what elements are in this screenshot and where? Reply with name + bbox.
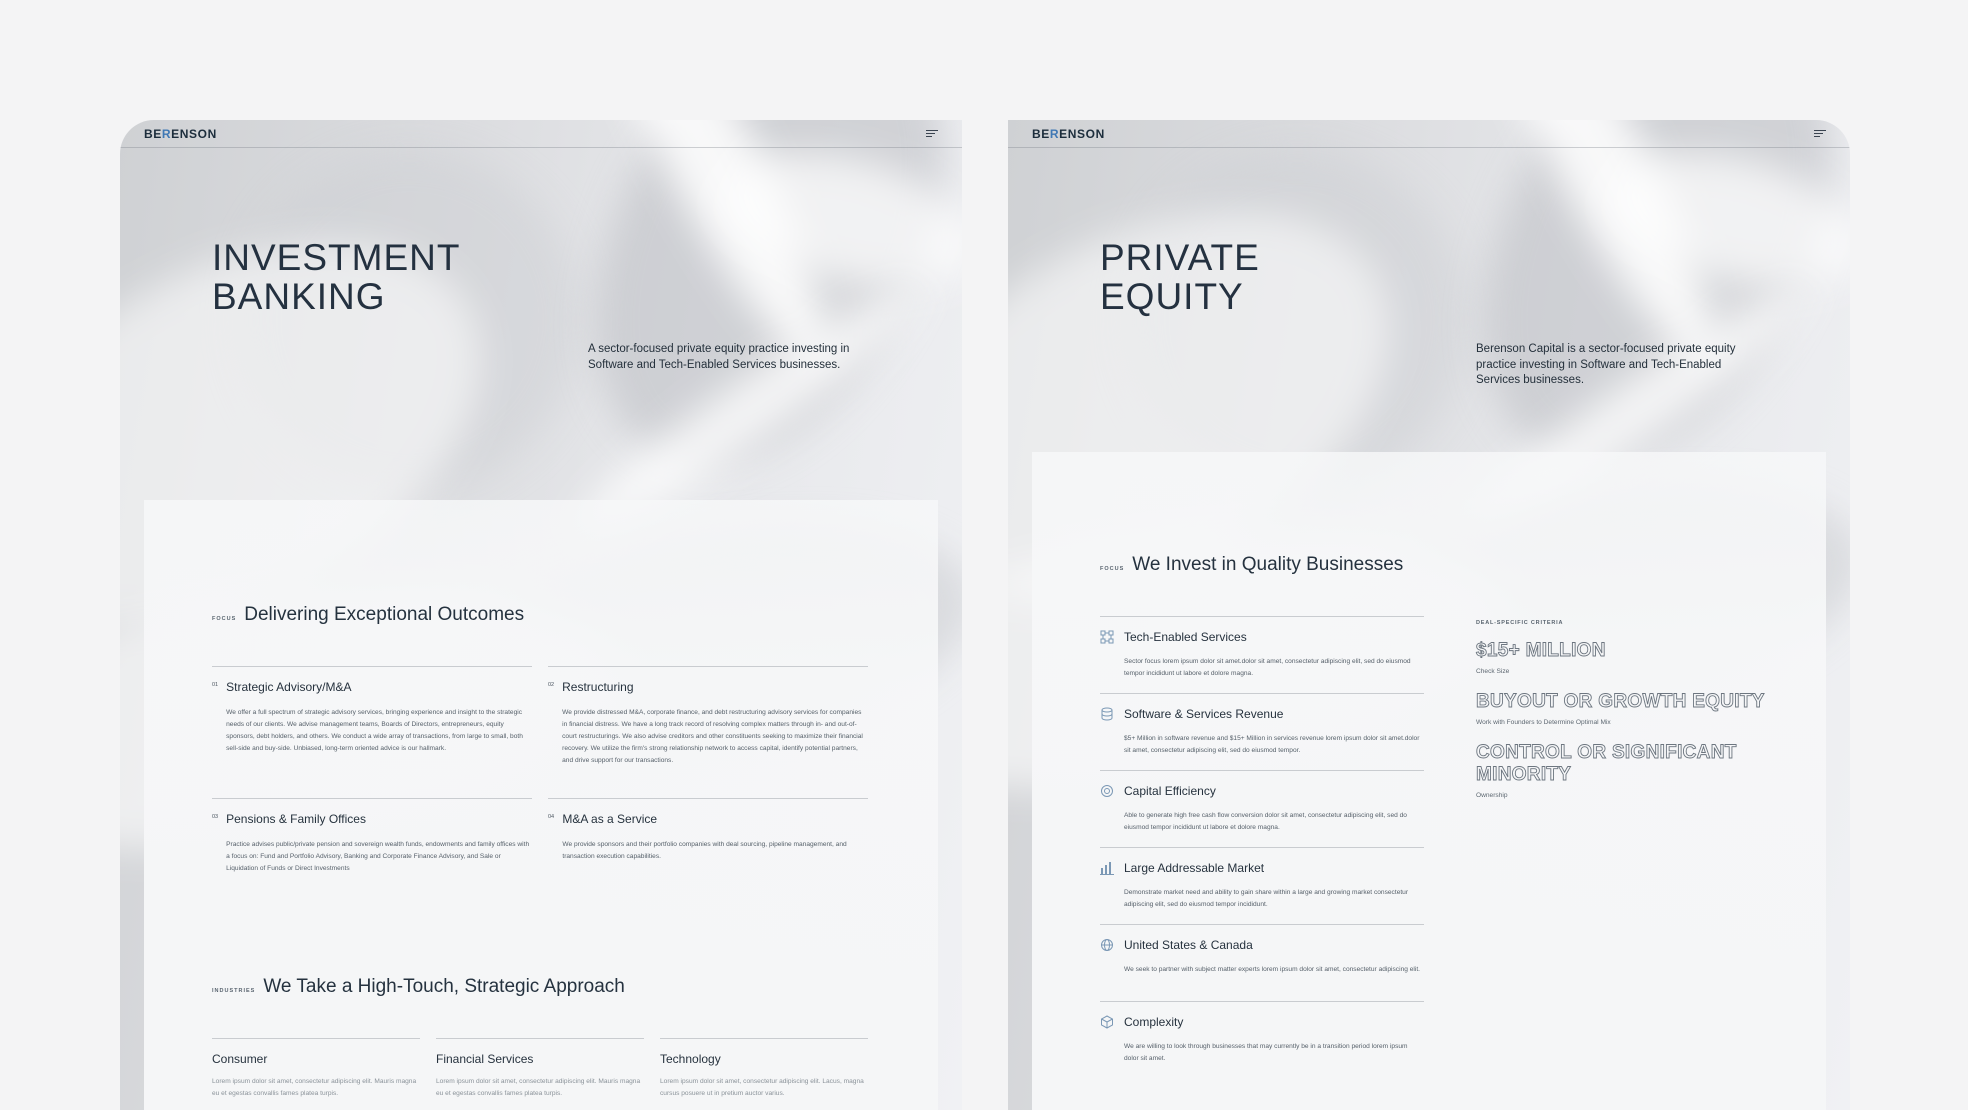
criteria-item[interactable] xyxy=(1100,847,1424,924)
industry-description: Lorem ipsum dolor sit amet, consectetur adipiscing elit. Mauris magna eu et egestas convallis fames platea turpis. xyxy=(436,1078,641,1097)
service-name: M&A as a Service xyxy=(562,812,658,826)
metric-label: Check Size xyxy=(1476,668,1510,675)
criteria-item[interactable] xyxy=(1100,924,1424,1001)
menu-icon[interactable] xyxy=(926,130,938,138)
globe-icon xyxy=(1100,938,1114,952)
database-icon xyxy=(1100,707,1114,721)
industry-description: Lorem ipsum dolor sit amet, consectetur adipiscing elit. Mauris magna eu et egestas convallis fames platea turpis. xyxy=(212,1078,417,1097)
private-equity-panel xyxy=(1008,120,1850,1110)
industry-item[interactable] xyxy=(212,1038,420,1100)
service-description: We offer a full spectrum of strategic advisory services, bringing experience and insight to the strategic needs of our clients. We advise management teams, Boards of Directors, entrepreneurs, equity sponsors, debt holders, and others. We conduct a wide array of transactions, from large to small, both sell-side and buy-side. Unbiased, long-term oriented advice is our hallmark. xyxy=(226,709,523,752)
service-description: We provide distressed M&A, corporate finance, and debt restructuring advisory services for companies in financial distress. We have a long track record of resolving complex matters through in- and out-of-court restructurings. We also advise creditors and other constituents seeking to maximize their financial recovery. We utilize the firm's strong relationship network to access capital, identify potential partners, and drive support for our transactions. xyxy=(562,709,863,764)
criteria-description: $5+ Million in software revenue and $15+ Million in services revenue lorem ipsum dolor sit amet.dolor sit amet, consectetur adipiscing elit, sed do eiusmod tempor. xyxy=(1124,735,1420,754)
criteria-description: We are willing to look through businesses that may currently be in a transition period lorem ipsum dolor sit amet. xyxy=(1124,1043,1408,1062)
top-nav xyxy=(120,120,962,148)
criteria-name: Tech-Enabled Services xyxy=(1124,630,1247,644)
section-title: We Invest in Quality Businesses xyxy=(1132,554,1404,575)
deal-metric xyxy=(1476,640,1776,675)
section-eyebrow: FOCUS xyxy=(1100,566,1125,572)
criteria-name: Software & Services Revenue xyxy=(1124,707,1284,721)
criteria-name: Large Addressable Market xyxy=(1124,861,1265,875)
service-item[interactable] xyxy=(212,798,532,930)
industry-item[interactable] xyxy=(660,1038,868,1100)
deal-metric xyxy=(1476,691,1776,726)
metric-value: $15+ MILLION xyxy=(1476,640,1606,661)
page-title: INVESTMENT BANKING xyxy=(212,237,461,317)
network-icon xyxy=(1100,630,1114,644)
criteria-name: United States & Canada xyxy=(1124,938,1253,952)
content-card xyxy=(144,500,938,1110)
top-nav xyxy=(1008,120,1850,148)
focus-section xyxy=(212,604,868,930)
berenson-logo[interactable]: BERENSON xyxy=(144,126,217,141)
section-eyebrow: FOCUS xyxy=(212,616,237,622)
service-description: We provide sponsors and their portfolio companies with deal sourcing, pipeline management, and transaction execution capabilities. xyxy=(562,841,847,860)
service-number: 04 xyxy=(548,814,555,820)
criteria-description: Able to generate high free cash flow conversion dolor sit amet, consectetur adipiscing elit, sed do eiusmod tempor incididunt ut labore et dolore magna. xyxy=(1124,812,1407,831)
service-name: Restructuring xyxy=(562,680,634,694)
focus-section xyxy=(1100,554,1424,1078)
deal-criteria xyxy=(1476,620,1776,815)
service-item[interactable] xyxy=(212,666,532,798)
criteria-item[interactable] xyxy=(1100,693,1424,770)
hero-description: Berenson Capital is a sector-focused private equity practice investing in Software and Tech-Enabled Services businesses. xyxy=(1476,343,1736,386)
deal-metric xyxy=(1476,742,1776,799)
industry-name: Financial Services xyxy=(436,1052,534,1066)
section-eyebrow: INDUSTRIES xyxy=(212,988,256,994)
criteria-description: We seek to partner with subject matter experts lorem ipsum dolor sit amet, consectetur adipiscing elit. xyxy=(1124,966,1420,973)
bar-chart-icon xyxy=(1100,861,1114,875)
service-item[interactable] xyxy=(548,666,868,798)
industry-item[interactable] xyxy=(436,1038,644,1100)
criteria-item[interactable] xyxy=(1100,616,1424,693)
investment-banking-panel xyxy=(120,120,962,1110)
service-name: Strategic Advisory/M&A xyxy=(226,680,352,694)
metric-value: CONTROL OR SIGNIFICANT MINORITY xyxy=(1476,742,1737,785)
cube-icon xyxy=(1100,1015,1114,1029)
criteria-item[interactable] xyxy=(1100,770,1424,847)
criteria-item[interactable] xyxy=(1100,1001,1424,1078)
industry-name: Consumer xyxy=(212,1052,268,1066)
page-title: PRIVATE EQUITY xyxy=(1100,237,1260,317)
industry-name: Technology xyxy=(660,1052,721,1066)
service-number: 01 xyxy=(212,682,219,688)
gear-icon xyxy=(1100,784,1114,798)
criteria-description: Sector focus lorem ipsum dolor sit amet.dolor sit amet, consectetur adipiscing elit, sed do eiusmod tempor incididunt ut labore et dolore magna. xyxy=(1124,658,1411,677)
criteria-name: Complexity xyxy=(1124,1015,1184,1029)
service-number: 02 xyxy=(548,682,555,688)
metric-label: Work with Founders to Determine Optimal Mix xyxy=(1476,719,1611,726)
industry-description: Lorem ipsum dolor sit amet, consectetur adipiscing elit. Lacus, magna cursus posuere ut in pretium auctor varius. xyxy=(660,1078,864,1097)
metric-value: BUYOUT OR GROWTH EQUITY xyxy=(1476,691,1765,712)
criteria-name: Capital Efficiency xyxy=(1124,784,1216,798)
menu-icon[interactable] xyxy=(1814,130,1826,138)
service-description: Practice advises public/private pension and sovereign wealth funds, endowments and family offices with a focus on: Fund and Portfolio Advisory, Banking and Corporate Finance Advisory, and Sale or Liquidation of Funds or Direct Investments xyxy=(226,841,530,872)
content-card xyxy=(1032,452,1826,1110)
deal-criteria-eyebrow: DEAL-SPECIFIC CRITERIA xyxy=(1476,620,1564,626)
hero-description: A sector-focused private equity practice investing in Software and Tech-Enabled Services businesses. xyxy=(588,343,850,371)
metric-label: Ownership xyxy=(1476,792,1508,799)
service-name: Pensions & Family Offices xyxy=(226,812,366,826)
service-number: 03 xyxy=(212,814,219,820)
berenson-logo[interactable]: BERENSON xyxy=(1032,126,1105,141)
service-item[interactable] xyxy=(548,798,868,930)
section-title: We Take a High-Touch, Strategic Approach xyxy=(263,976,625,997)
section-title: Delivering Exceptional Outcomes xyxy=(244,604,525,625)
criteria-description: Demonstrate market need and ability to gain share within a large and growing market consectetur adipiscing elit, sed do eiusmod tempor incididunt. xyxy=(1124,889,1409,908)
industries-section xyxy=(212,976,868,1100)
